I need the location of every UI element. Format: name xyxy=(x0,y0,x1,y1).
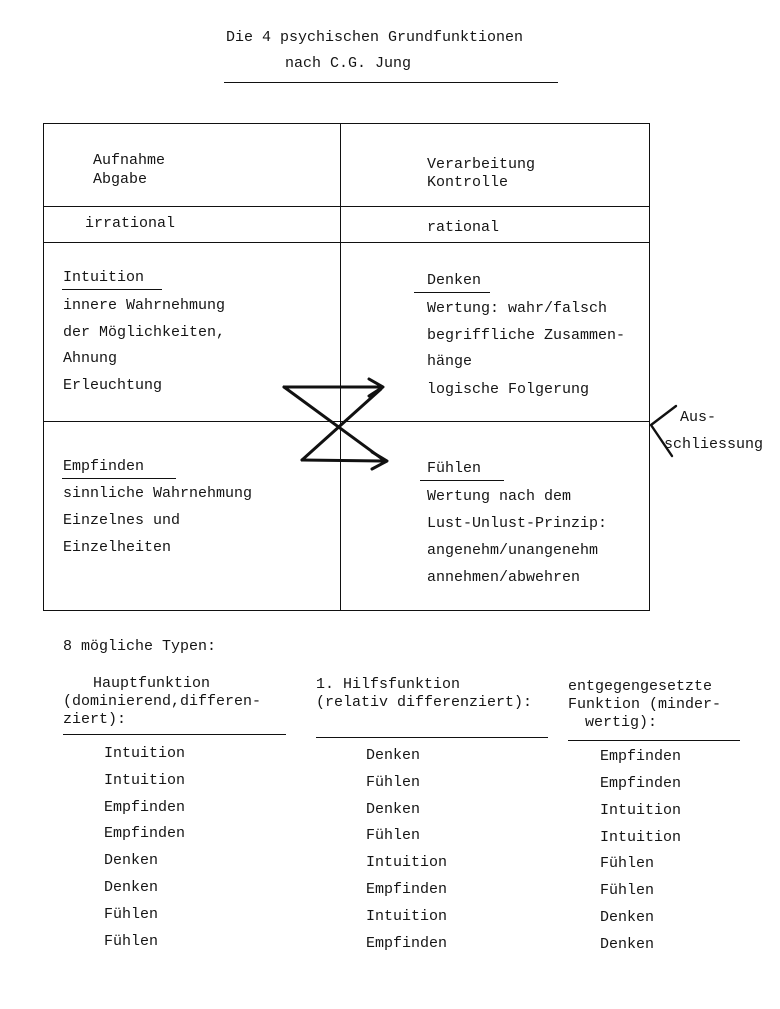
cell-opposite: Intuition xyxy=(600,829,682,846)
empfinden-line: Einzelnes und xyxy=(63,512,181,529)
cell-main: Empfinden xyxy=(104,825,186,842)
page-title: Die 4 psychischen Grundfunktionen xyxy=(226,29,524,46)
cell-main: Denken xyxy=(104,852,159,869)
denken-heading: Denken xyxy=(427,272,482,289)
fuehlen-line: annehmen/abwehren xyxy=(427,569,581,586)
intuition-heading: Intuition xyxy=(63,269,145,286)
cell-opposite: Fühlen xyxy=(600,855,655,872)
fuehlen-heading: Fühlen xyxy=(427,460,482,477)
header-right-line1: Verarbeitung xyxy=(427,156,536,173)
cell-main: Intuition xyxy=(104,772,186,789)
col-header-main-rule xyxy=(63,734,286,735)
col-header-main-line3: ziert): xyxy=(63,711,127,728)
header-left-line1: Aufnahme xyxy=(93,152,166,169)
intuition-line: Erleuchtung xyxy=(63,377,163,394)
cell-aux: Empfinden xyxy=(366,881,448,898)
side-note-line1: Aus- xyxy=(680,409,717,426)
cell-opposite: Empfinden xyxy=(600,748,682,765)
denken-line: hänge xyxy=(427,353,473,370)
cell-opposite: Empfinden xyxy=(600,775,682,792)
empfinden-heading: Empfinden xyxy=(63,458,145,475)
fuehlen-line: angenehm/unangenehm xyxy=(427,542,599,559)
cell-opposite: Intuition xyxy=(600,802,682,819)
col-header-opposite-line1: entgegengesetzte xyxy=(568,678,713,695)
cell-aux: Fühlen xyxy=(366,774,421,791)
cell-main: Intuition xyxy=(104,745,186,762)
cell-main: Fühlen xyxy=(104,933,159,950)
cell-aux: Intuition xyxy=(366,854,448,871)
types-heading: 8 mögliche Typen: xyxy=(63,638,217,655)
denken-line: begriffliche Zusammen- xyxy=(427,327,626,344)
fuehlen-line: Wertung nach dem xyxy=(427,488,572,505)
empfinden-line: sinnliche Wahrnehmung xyxy=(63,485,253,502)
empfinden-line: Einzelheiten xyxy=(63,539,172,556)
intuition-line: der Möglichkeiten, xyxy=(63,324,226,341)
cell-aux: Empfinden xyxy=(366,935,448,952)
col-header-opposite-line2: Funktion (minder- xyxy=(568,696,722,713)
denken-line: Wertung: wahr/falsch xyxy=(427,300,608,317)
cell-main: Empfinden xyxy=(104,799,186,816)
cell-aux: Denken xyxy=(366,801,421,818)
cell-opposite: Fühlen xyxy=(600,882,655,899)
denken-line: logische Folgerung xyxy=(427,381,590,398)
col-header-aux-rule xyxy=(316,737,548,738)
header-left-line2: Abgabe xyxy=(93,171,148,188)
page-subtitle: nach C.G. Jung xyxy=(285,55,412,72)
cell-main: Denken xyxy=(104,879,159,896)
lower-arrow-line xyxy=(302,460,386,461)
cell-aux: Intuition xyxy=(366,908,448,925)
header-right-line2: Kontrolle xyxy=(427,174,509,191)
cell-aux: Denken xyxy=(366,747,421,764)
col-header-opposite-rule xyxy=(568,740,740,741)
cell-opposite: Denken xyxy=(600,909,655,926)
intuition-line: innere Wahrnehmung xyxy=(63,297,226,314)
fuehlen-line: Lust-Unlust-Prinzip: xyxy=(427,515,608,532)
type-rational: rational xyxy=(427,219,500,236)
col-header-main-line1: Hauptfunktion xyxy=(93,675,211,692)
type-irrational: irrational xyxy=(85,215,176,232)
cell-aux: Fühlen xyxy=(366,827,421,844)
col-header-aux-line1: 1. Hilfsfunktion xyxy=(316,676,461,693)
col-header-main-line2: (dominierend,differen- xyxy=(63,693,262,710)
cell-opposite: Denken xyxy=(600,936,655,953)
col-header-opposite-line3: wertig): xyxy=(585,714,658,731)
intuition-line: Ahnung xyxy=(63,350,118,367)
col-header-aux-line2: (relativ differenziert): xyxy=(316,694,533,711)
side-note-line2: schliessung xyxy=(664,437,764,452)
cell-main: Fühlen xyxy=(104,906,159,923)
side-bracket-icon xyxy=(651,406,676,456)
